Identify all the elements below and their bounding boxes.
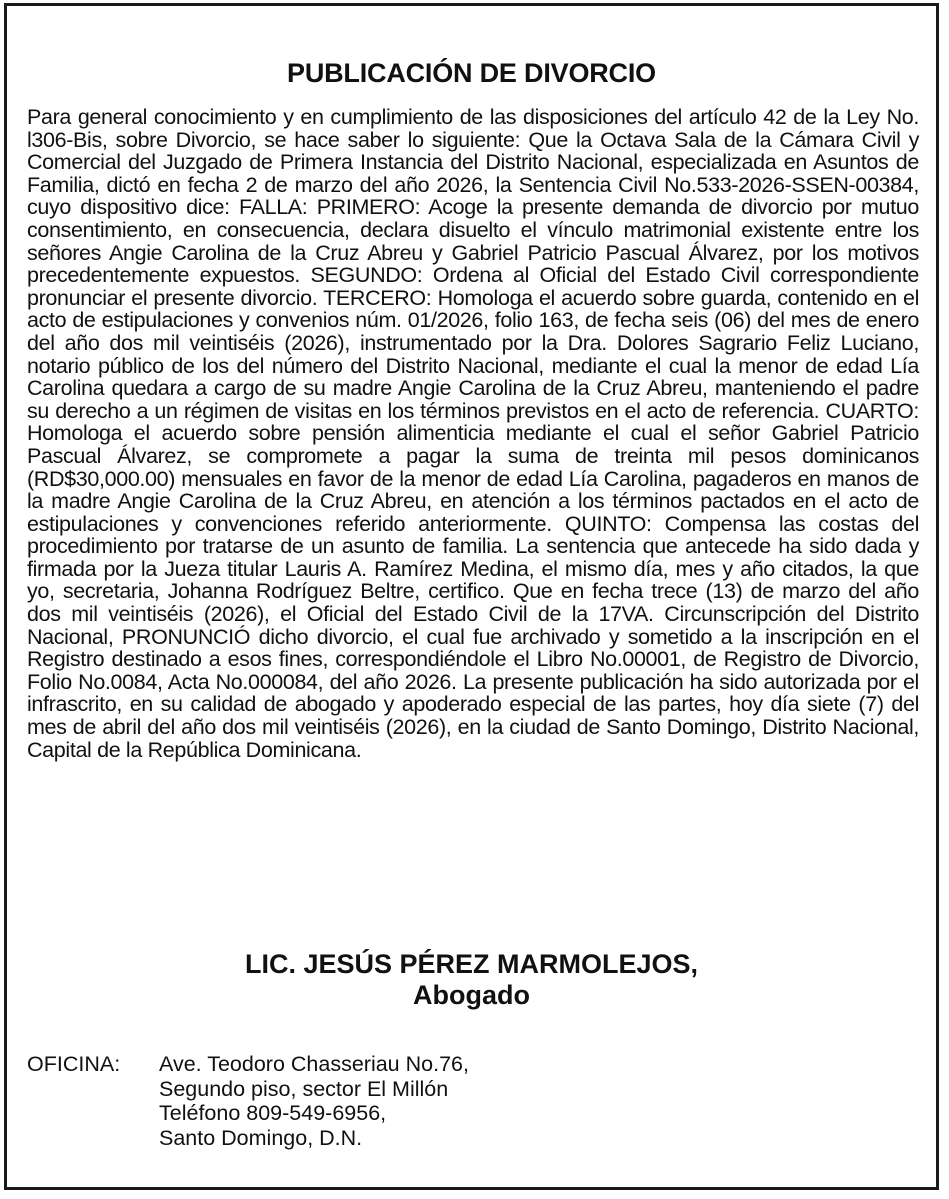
notice-title: PUBLICACIÓN DE DIVORCIO: [287, 58, 656, 88]
office-address: [27, 1052, 469, 1150]
signature-block: [7, 949, 936, 1011]
signer-name: LIC. JESÚS PÉREZ MARMOLEJOS,: [244, 949, 699, 979]
notice-frame: [4, 3, 939, 1190]
signer-role: Abogado: [413, 980, 530, 1010]
office-line-2: Segundo piso, sector El Millón: [159, 1076, 449, 1101]
office-label: OFICINA:: [27, 1052, 121, 1076]
office-line-1: Ave. Teodoro Chasseriau No.76,: [159, 1052, 469, 1076]
notice-body: Para general conocimiento y en cumplimiento de las disposiciones del artículo 42 de la Ley No. l306-Bis, sobre Divorcio, se hace saber lo siguiente: Que la Octava Sala de la Cámara Civil y Comercial del Juzgado de Primera Instancia del Distrito Nacional, especializada en Asuntos de Familia, dictó en fecha 2 de marzo del año 2026, la Sentencia Civil No.533-2026-SSEN-00384, cuyo dispositivo dice: FALLA: PRIMERO: Acoge la presente demanda de divorcio por mutuo consentimiento, en consecuencia, declara disuelto el vínculo matrimonial existente entre los señores Angie Carolina de la Cruz Abreu y Gabriel Patricio Pascual Álvarez, por los motivos precedentemente expuestos. SEGUNDO: Ordena al Oficial del Estado Civil correspondiente pronunciar el presente divorcio. TERCERO: Homologa el acuerdo sobre guarda, contenido en el acto de estipulaciones y convenios núm. 01/2026, folio 163, de fecha seis (06) del mes de enero del año dos mil veintiséis (2026), instrumentado por la Dra. Dolores Sagrario Feliz Luciano, notario público de los del número del Distrito Nacional, mediante el cual la menor de edad Lía Carolina quedara a cargo de su madre Angie Carolina de la Cruz Abreu, manteniendo el padre su derecho a un régimen de visitas en los términos previstos en el acto de referencia. CUARTO: Homologa el acuerdo sobre pensión alimenticia mediante el cual el señor Gabriel Patricio Pascual Álvarez, se compromete a pagar la suma de treinta mil pesos dominicanos (RD$30,000.00) mensuales en favor de la menor de edad Lía Carolina, pagaderos en manos de la madre Angie Carolina de la Cruz Abreu, en atención a los términos pactados en el acto de estipulaciones y convenciones referido anteriormente. QUINTO: Compensa las costas del procedimiento por tratarse de un asunto de familia. La sentencia que antecede ha sido dada y firmada por la Jueza titular Lauris A. Ramírez Medina, el mismo día, mes y año citados, la que yo, secretaria, Johanna Rodríguez Beltre, certifico. Que en fecha trece (13) de marzo del año dos mil veintiséis (2026), el Oficial del Estado Civil de la 17VA. Circunscripción del Distrito Nacional, PRONUNCIÓ dicho divorcio, el cual fue archivado y sometido a la inscripción en el Registro destinado a esos fines, correspondiéndole el Libro No.00001, de Registro de Divorcio, Folio No.0084, Acta No.000084, del año 2026. La presente publicación ha sido autorizada por el infrascrito, en su calidad de abogado y apoderado especial de las partes, hoy día siete (7) del mes de abril del año dos mil veintiséis (2026), en la ciudad de Santo Domingo, Distrito Nacional, Capital de la República Dominicana.: [27, 105, 919, 762]
office-line-4: Santo Domingo, D.N.: [159, 1125, 363, 1150]
office-line-3: Teléfono 809-549-6956,: [159, 1101, 387, 1125]
